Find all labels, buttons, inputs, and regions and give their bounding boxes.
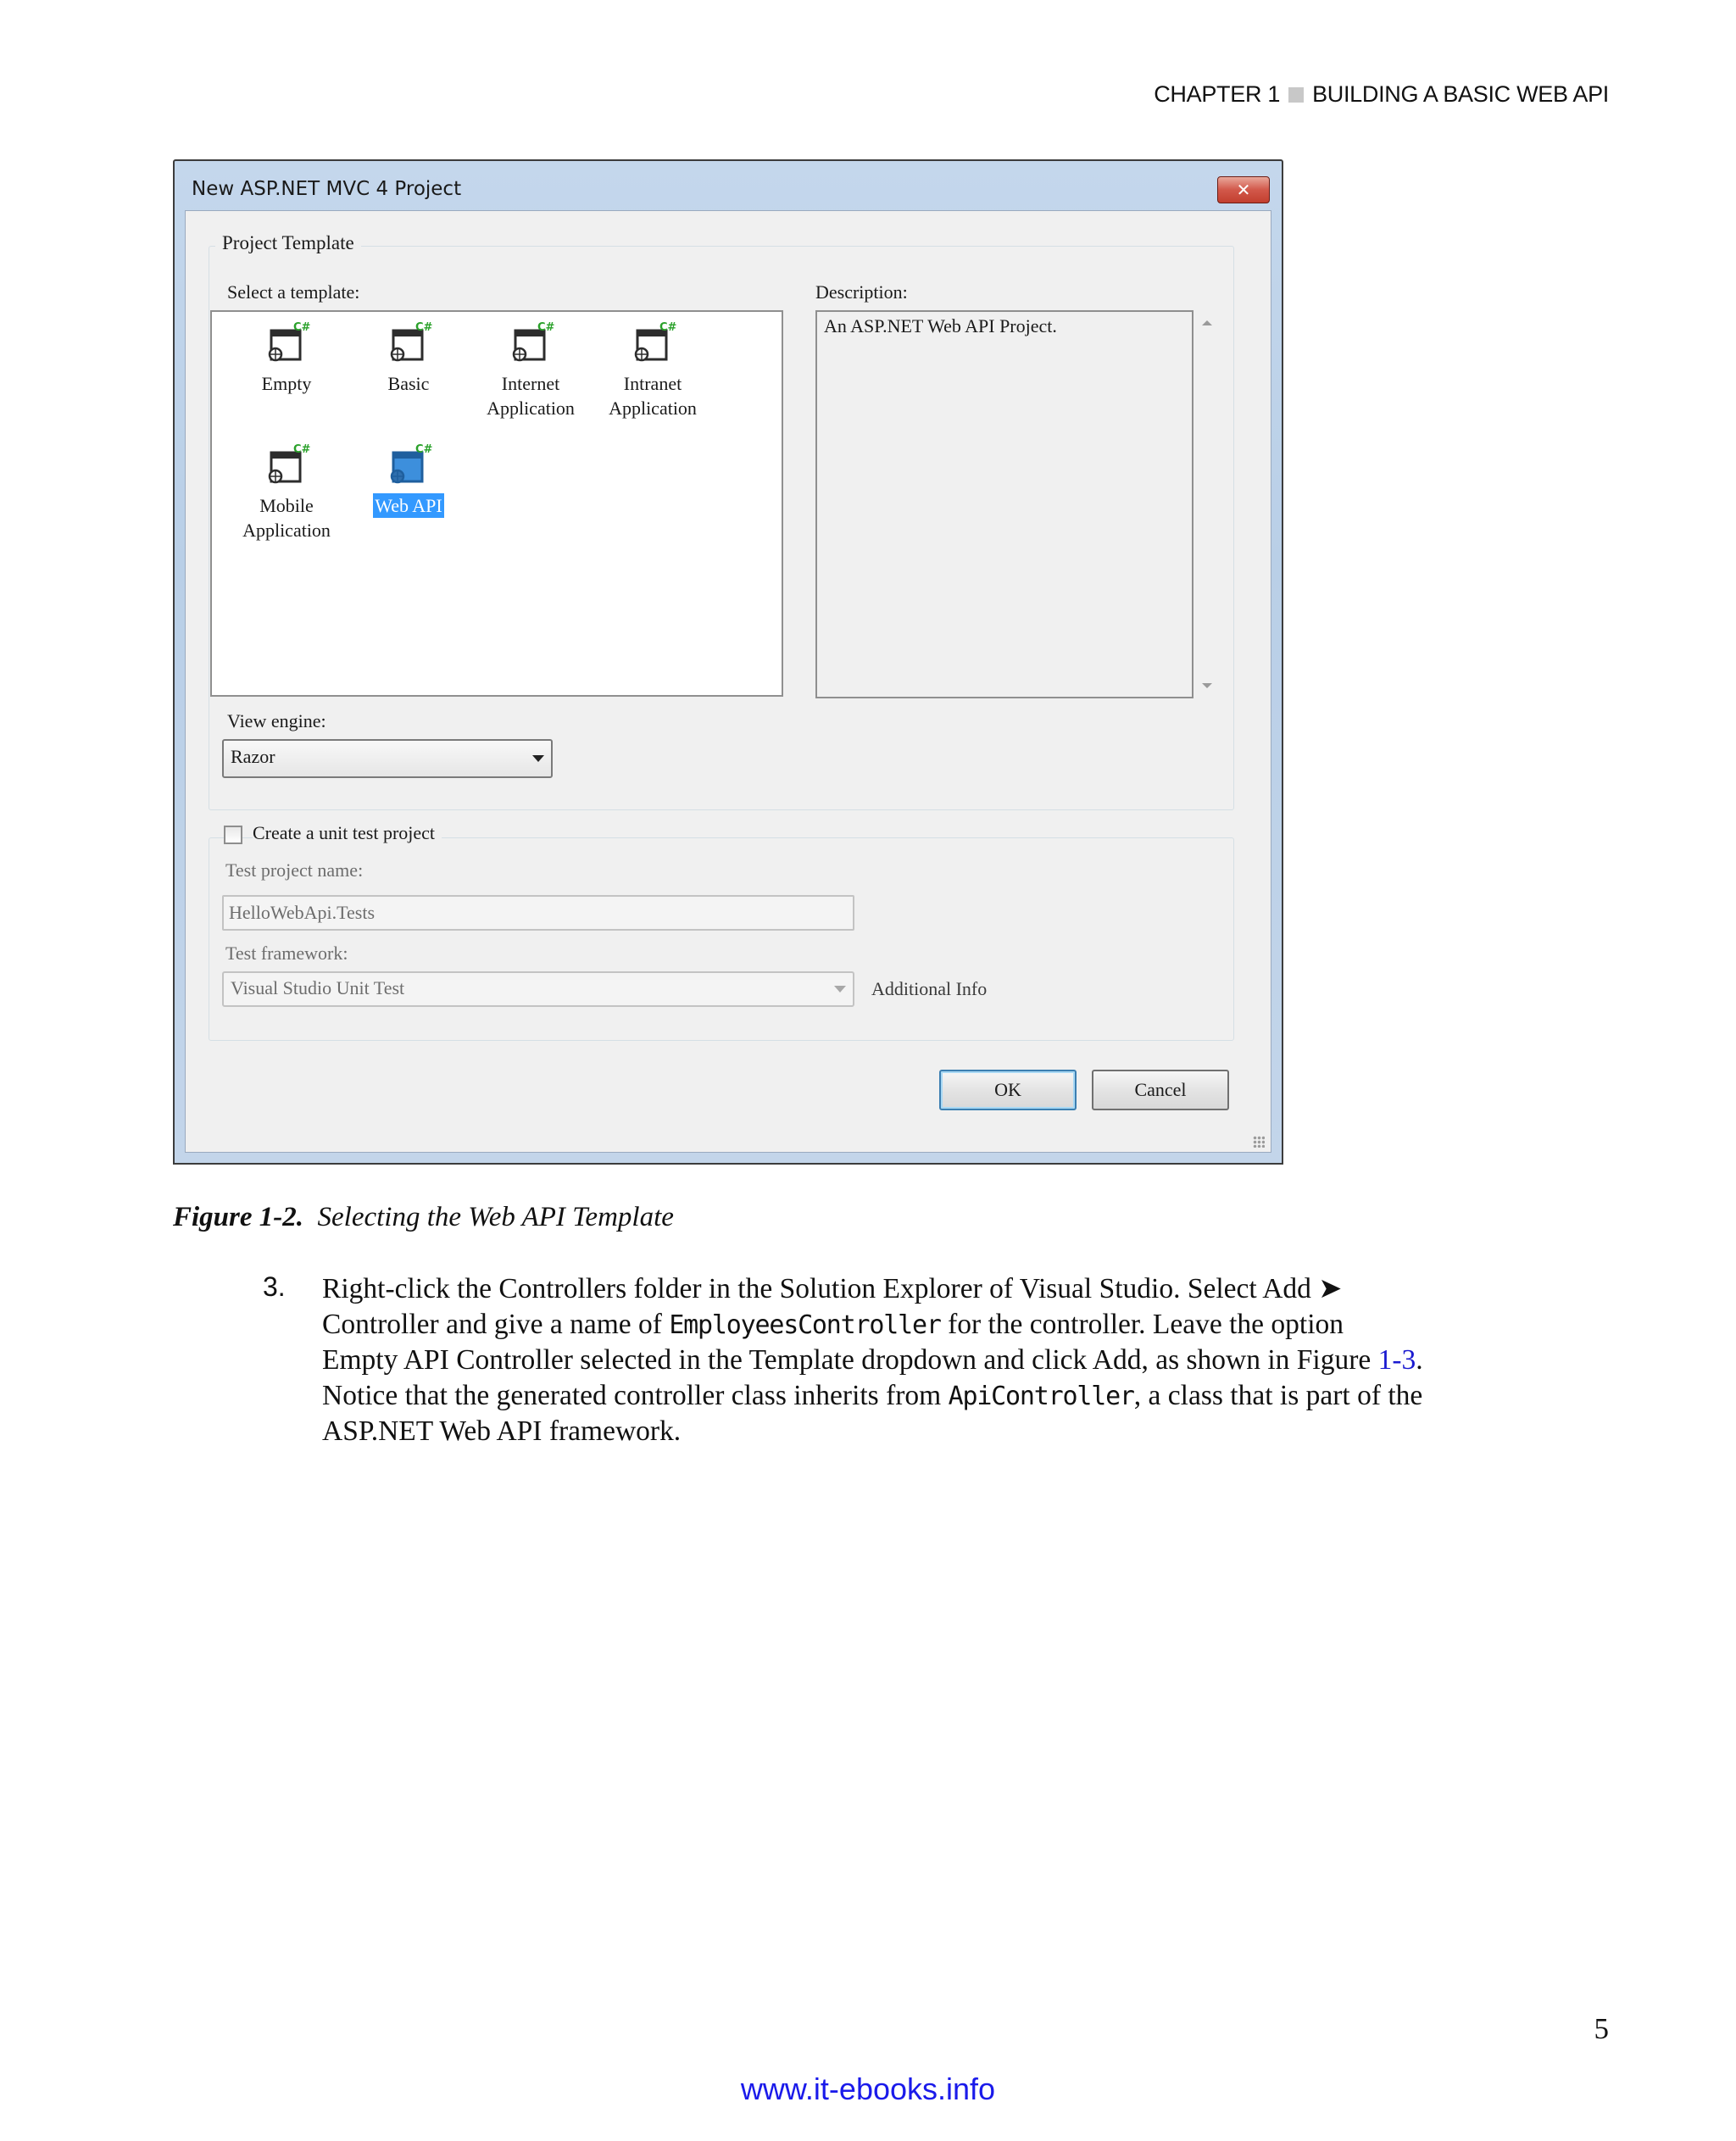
template-item[interactable] (349, 442, 468, 518)
csharp-web-project-icon (227, 320, 346, 368)
additional-info-link[interactable]: Additional Info (871, 978, 988, 999)
project-template-group-label: Project Template (215, 232, 361, 254)
scroll-down-icon[interactable] (1202, 683, 1212, 688)
svg-text:C#: C# (293, 443, 310, 456)
figure-reference-link[interactable]: 1-3 (1377, 1344, 1416, 1376)
scroll-up-icon[interactable] (1202, 320, 1212, 325)
view-engine-label: View engine: (227, 710, 326, 731)
csharp-web-project-icon (471, 320, 590, 368)
page-number: 5 (1594, 2012, 1609, 2045)
template-label: Basic (387, 373, 430, 394)
chevron-down-icon (834, 986, 846, 993)
step-text-4: , a class that is part of the ASP.NET Web API framework. (322, 1379, 1423, 1447)
description-label: Description: (815, 281, 908, 303)
csharp-web-project-icon (349, 442, 468, 490)
template-item[interactable] (227, 442, 346, 542)
running-header (1154, 81, 1609, 108)
template-label: Empty (261, 373, 312, 394)
dialog-title: New ASP.NET MVC 4 Project (192, 178, 462, 200)
figure-title: Selecting the Web API Template (317, 1202, 674, 1232)
header-separator (1288, 87, 1304, 103)
template-list[interactable] (210, 310, 783, 697)
footer-url[interactable]: www.it-ebooks.info (740, 2071, 996, 2106)
test-framework-label: Test framework: (225, 943, 348, 964)
template-label-line2: Application (487, 398, 575, 419)
template-item[interactable] (349, 320, 468, 396)
description-scrollbar[interactable] (1199, 315, 1216, 693)
svg-text:C#: C# (659, 321, 676, 334)
unit-test-checkbox[interactable] (224, 826, 242, 844)
test-project-name-field[interactable] (222, 895, 854, 931)
step-text-2: for the controller. Leave the option Empty API Controller selected in the Template dropdown and click Add, as shown in Figure (322, 1308, 1378, 1376)
step-text-1: Right-click the Controllers folder in the Solution Explorer of Visual Studio. Select Add ➤ Controller and give a name of (322, 1273, 1343, 1340)
figure-caption (173, 1202, 674, 1233)
template-label-line2: Application (609, 398, 697, 419)
csharp-web-project-icon (349, 320, 468, 368)
description-text: An ASP.NET Web API Project. (824, 315, 1057, 336)
svg-text:C#: C# (537, 321, 554, 334)
template-item[interactable] (227, 320, 346, 396)
view-engine-value: Razor (231, 746, 275, 767)
code-api-controller: ApiController (948, 1381, 1134, 1411)
step-text-3: . Notice that the generated controller class inherits from (322, 1344, 1423, 1411)
template-label: Intranet (623, 373, 682, 394)
template-item[interactable] (593, 320, 712, 420)
template-item[interactable] (471, 320, 590, 420)
test-framework-dropdown[interactable] (222, 971, 854, 1007)
code-employees-controller: EmployeesController (669, 1310, 941, 1340)
csharp-web-project-icon (227, 442, 346, 490)
csharp-web-project-icon (593, 320, 712, 368)
template-label: Internet (501, 373, 560, 394)
chevron-down-icon (532, 755, 544, 762)
step-number: 3. (263, 1271, 286, 1302)
select-template-label: Select a template: (227, 281, 360, 303)
test-framework-value: Visual Studio Unit Test (231, 977, 405, 998)
template-label: Mobile (259, 495, 314, 516)
description-box (815, 310, 1194, 698)
template-label: Web API (375, 495, 442, 516)
chapter-label: CHAPTER 1 (1154, 81, 1281, 107)
resize-grip-icon[interactable] (1253, 1136, 1265, 1148)
ok-button[interactable]: OK (939, 1070, 1077, 1110)
step-paragraph (322, 1271, 1424, 1449)
view-engine-dropdown[interactable] (222, 739, 553, 778)
unit-test-checkbox-label[interactable]: Create a unit test project (253, 822, 442, 844)
figure-label: Figure 1-2. (173, 1202, 304, 1232)
chapter-title: BUILDING A BASIC WEB API (1312, 81, 1609, 107)
svg-text:C#: C# (293, 321, 310, 334)
template-label-line2: Application (242, 520, 331, 541)
svg-text:C#: C# (415, 443, 432, 456)
svg-text:C#: C# (415, 321, 432, 334)
test-project-name-label: Test project name: (225, 859, 364, 881)
test-project-name-value: HelloWebApi.Tests (229, 902, 376, 923)
cancel-button[interactable]: Cancel (1092, 1070, 1229, 1110)
close-icon[interactable]: ✕ (1217, 176, 1270, 203)
